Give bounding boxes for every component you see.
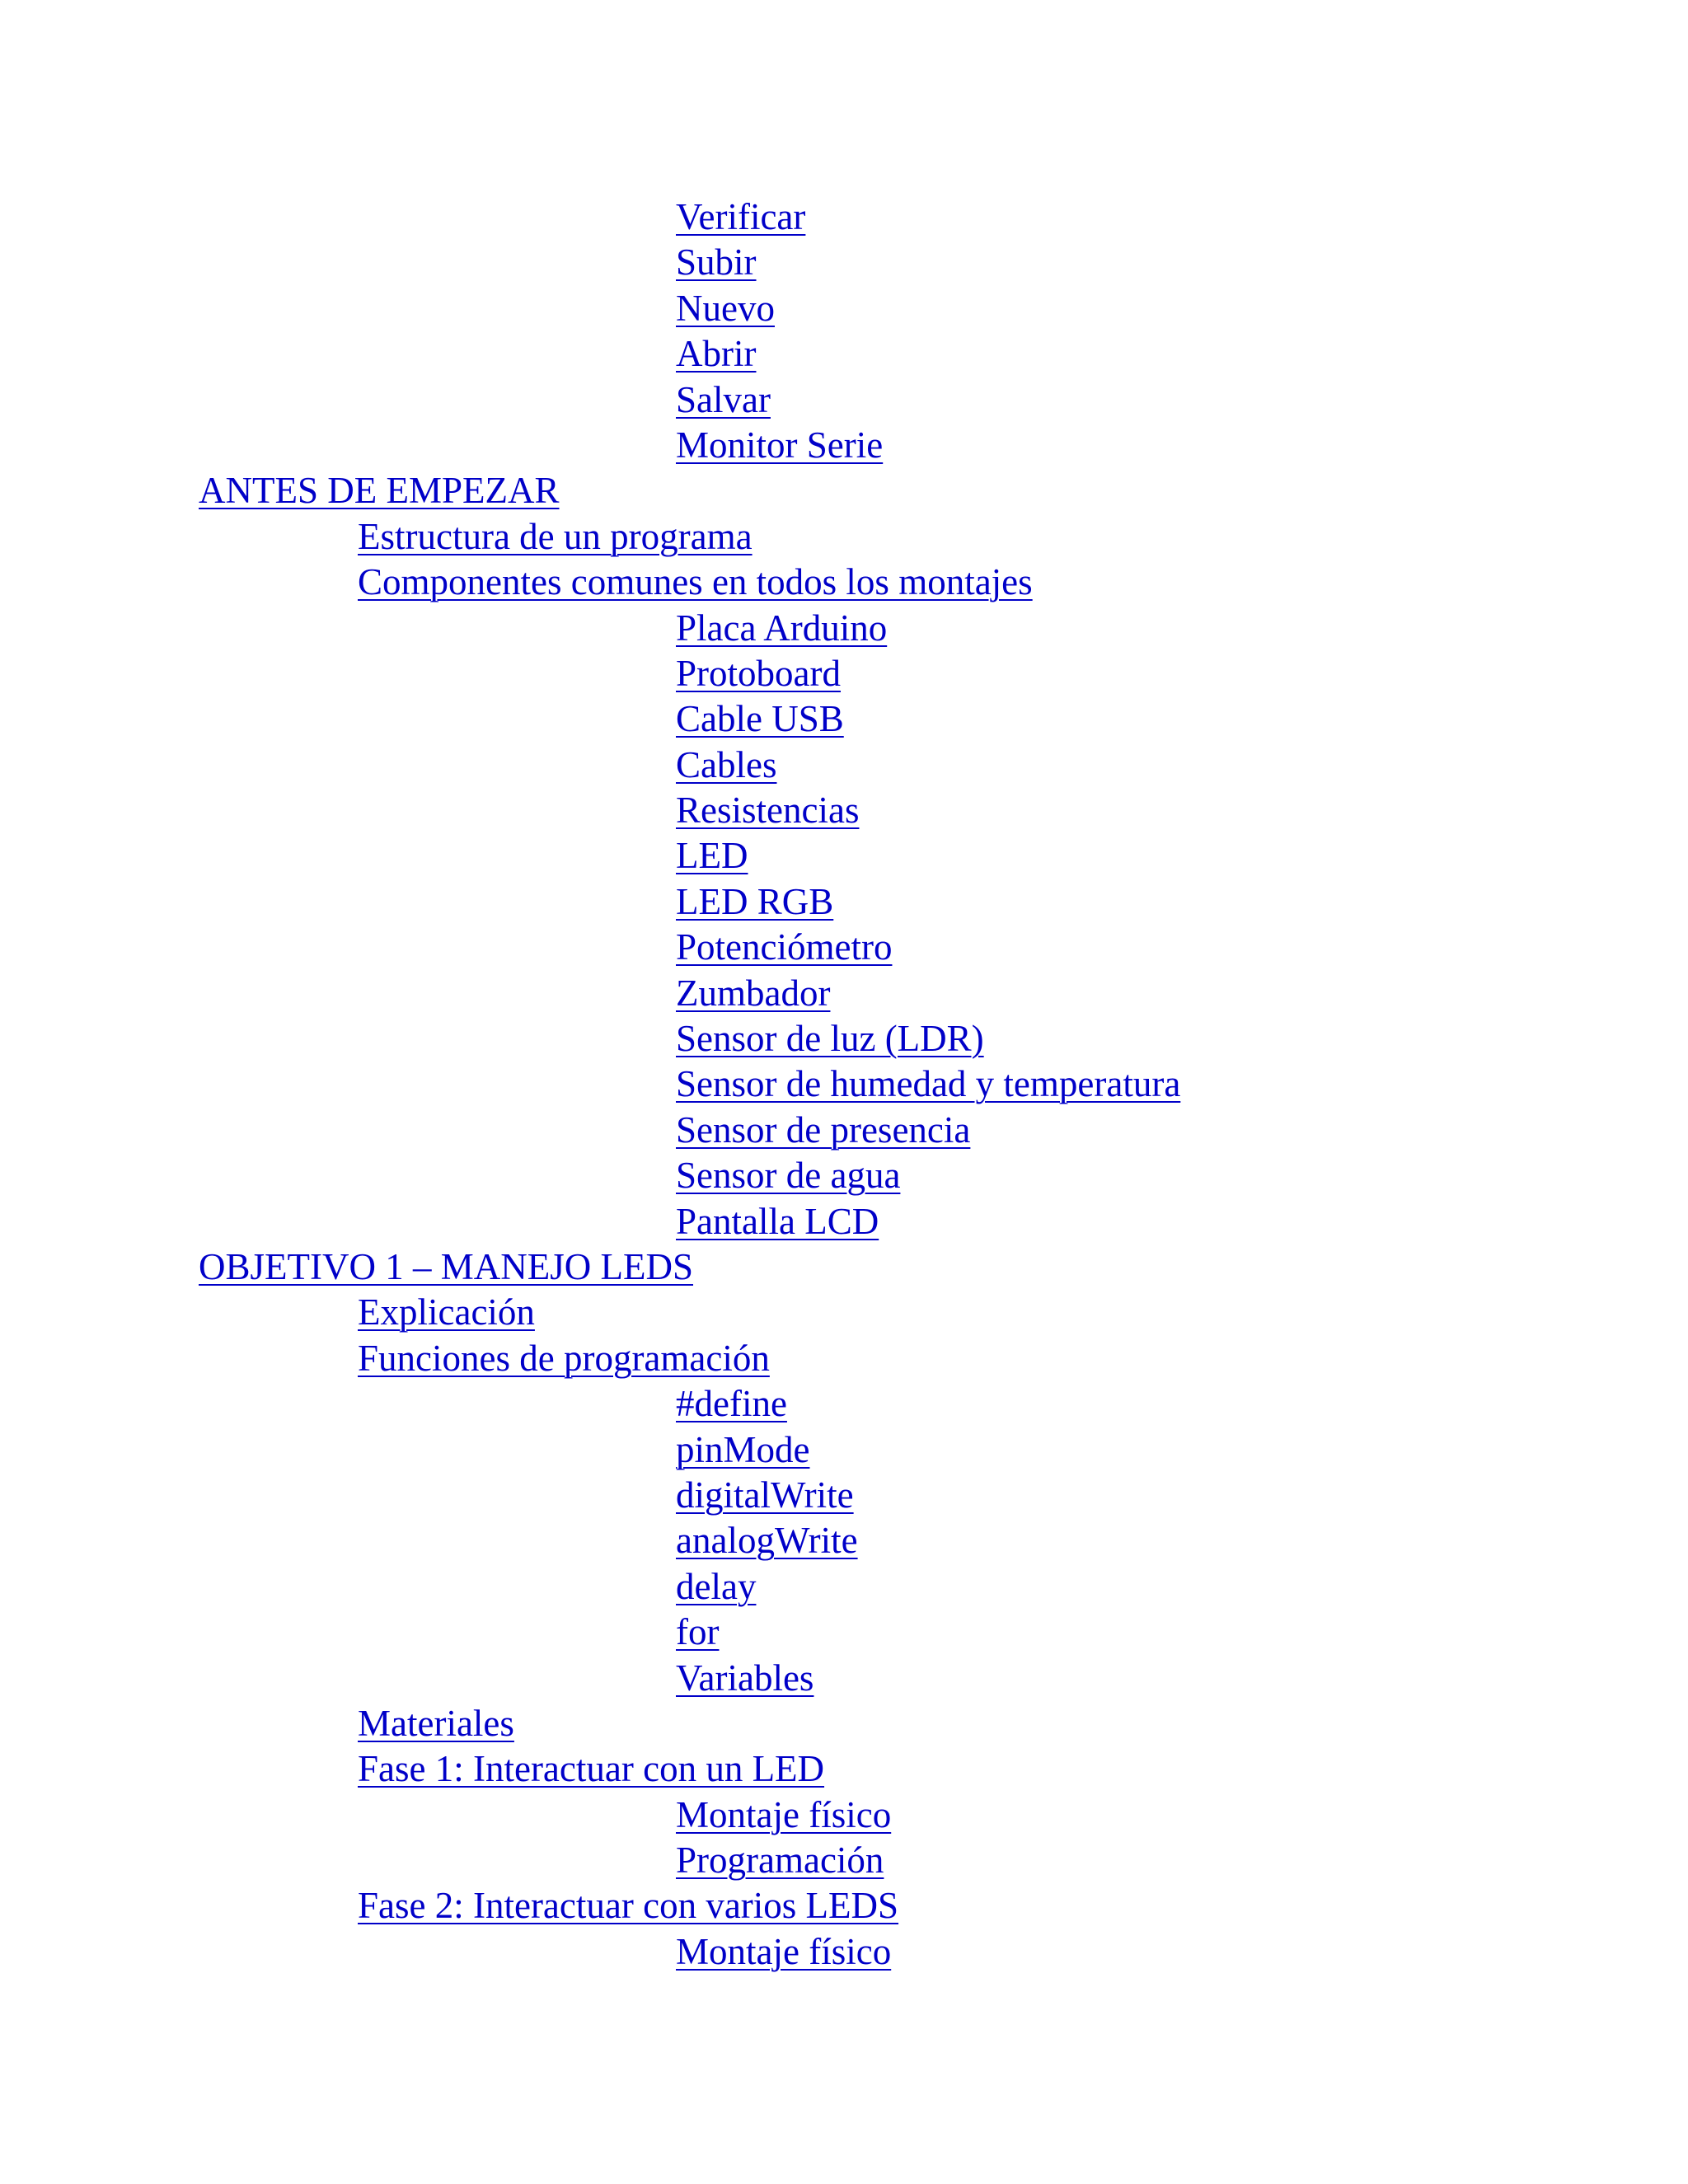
toc-entry bbox=[0, 1793, 1688, 1838]
table-of-contents bbox=[0, 194, 1688, 1975]
toc-entry bbox=[0, 606, 1688, 651]
toc-link[interactable]: Sensor de agua bbox=[676, 1155, 901, 1197]
toc-link[interactable]: Montaje físico bbox=[676, 1793, 892, 1835]
toc-link[interactable]: Cable USB bbox=[676, 698, 844, 740]
toc-entry bbox=[0, 1108, 1688, 1153]
toc-link[interactable]: Verificar bbox=[676, 196, 806, 237]
toc-entry bbox=[0, 1883, 1688, 1929]
toc-link[interactable]: delay bbox=[676, 1565, 757, 1607]
toc-entry bbox=[0, 1427, 1688, 1473]
toc-link[interactable]: Resistencias bbox=[676, 790, 860, 832]
toc-entry bbox=[0, 560, 1688, 605]
toc-link[interactable]: Fase 1: Interactuar con un LED bbox=[358, 1748, 825, 1790]
toc-entry bbox=[0, 286, 1688, 331]
toc-link[interactable]: Cables bbox=[676, 743, 777, 785]
toc-entry bbox=[0, 1746, 1688, 1792]
toc-entry bbox=[0, 1381, 1688, 1427]
toc-entry bbox=[0, 651, 1688, 696]
toc-link[interactable]: for bbox=[676, 1611, 720, 1653]
toc-link[interactable]: Variables bbox=[676, 1657, 814, 1699]
toc-link[interactable]: ANTES DE EMPEZAR bbox=[199, 470, 560, 512]
toc-entry bbox=[0, 1199, 1688, 1244]
toc-entry bbox=[0, 1701, 1688, 1746]
toc-entry bbox=[0, 1290, 1688, 1335]
toc-link[interactable]: Programación bbox=[676, 1840, 884, 1882]
toc-entry bbox=[0, 194, 1688, 240]
toc-entry bbox=[0, 1610, 1688, 1655]
toc-entry bbox=[0, 1656, 1688, 1701]
toc-link[interactable]: Sensor de humedad y temperatura bbox=[676, 1063, 1181, 1105]
toc-entry bbox=[0, 971, 1688, 1016]
toc-link[interactable]: Zumbador bbox=[676, 972, 831, 1014]
toc-link[interactable]: Fase 2: Interactuar con varios LEDS bbox=[358, 1885, 899, 1927]
toc-link[interactable]: Estructura de un programa bbox=[358, 515, 753, 557]
toc-link[interactable]: Nuevo bbox=[676, 287, 775, 329]
toc-link[interactable]: Funciones de programación bbox=[358, 1337, 770, 1379]
toc-link[interactable]: Abrir bbox=[676, 333, 757, 375]
toc-entry bbox=[0, 788, 1688, 833]
toc-entry bbox=[0, 1244, 1688, 1290]
toc-link[interactable]: LED RGB bbox=[676, 880, 834, 922]
toc-entry bbox=[0, 1929, 1688, 1975]
toc-link[interactable]: Sensor de presencia bbox=[676, 1108, 971, 1151]
toc-link[interactable]: pinMode bbox=[676, 1428, 810, 1470]
toc-link[interactable]: Protoboard bbox=[676, 652, 841, 694]
toc-entry bbox=[0, 377, 1688, 423]
toc-entry bbox=[0, 696, 1688, 742]
toc-entry bbox=[0, 468, 1688, 513]
toc-entry bbox=[0, 1838, 1688, 1883]
toc-entry bbox=[0, 833, 1688, 879]
toc-link[interactable]: #define bbox=[676, 1383, 787, 1425]
toc-entry bbox=[0, 1473, 1688, 1518]
toc-link[interactable]: Placa Arduino bbox=[676, 607, 888, 649]
toc-link[interactable]: Montaje físico bbox=[676, 1930, 892, 1972]
toc-entry bbox=[0, 240, 1688, 285]
toc-link[interactable]: digitalWrite bbox=[676, 1474, 854, 1516]
toc-entry bbox=[0, 514, 1688, 560]
toc-entry bbox=[0, 331, 1688, 377]
toc-link[interactable]: Componentes comunes en todos los montajes bbox=[358, 561, 1033, 603]
toc-link[interactable]: Salvar bbox=[676, 378, 771, 420]
toc-link[interactable]: Monitor Serie bbox=[676, 424, 884, 466]
toc-link[interactable]: Sensor de luz (LDR) bbox=[676, 1018, 984, 1060]
toc-entry bbox=[0, 925, 1688, 970]
toc-entry bbox=[0, 879, 1688, 925]
toc-link[interactable]: Materiales bbox=[358, 1702, 514, 1744]
toc-link[interactable]: OBJETIVO 1 – MANEJO LEDS bbox=[199, 1245, 693, 1287]
toc-entry bbox=[0, 1062, 1688, 1107]
toc-entry bbox=[0, 423, 1688, 468]
toc-link[interactable]: Explicación bbox=[358, 1291, 535, 1333]
toc-link[interactable]: Pantalla LCD bbox=[676, 1200, 879, 1242]
toc-entry bbox=[0, 743, 1688, 788]
toc-entry bbox=[0, 1518, 1688, 1563]
toc-link[interactable]: analogWrite bbox=[676, 1520, 858, 1562]
toc-entry bbox=[0, 1336, 1688, 1381]
toc-entry bbox=[0, 1016, 1688, 1062]
toc-link[interactable]: LED bbox=[676, 835, 748, 877]
toc-link[interactable]: Subir bbox=[676, 241, 757, 284]
toc-link[interactable]: Potenciómetro bbox=[676, 926, 893, 968]
toc-entry bbox=[0, 1153, 1688, 1198]
toc-entry bbox=[0, 1564, 1688, 1610]
